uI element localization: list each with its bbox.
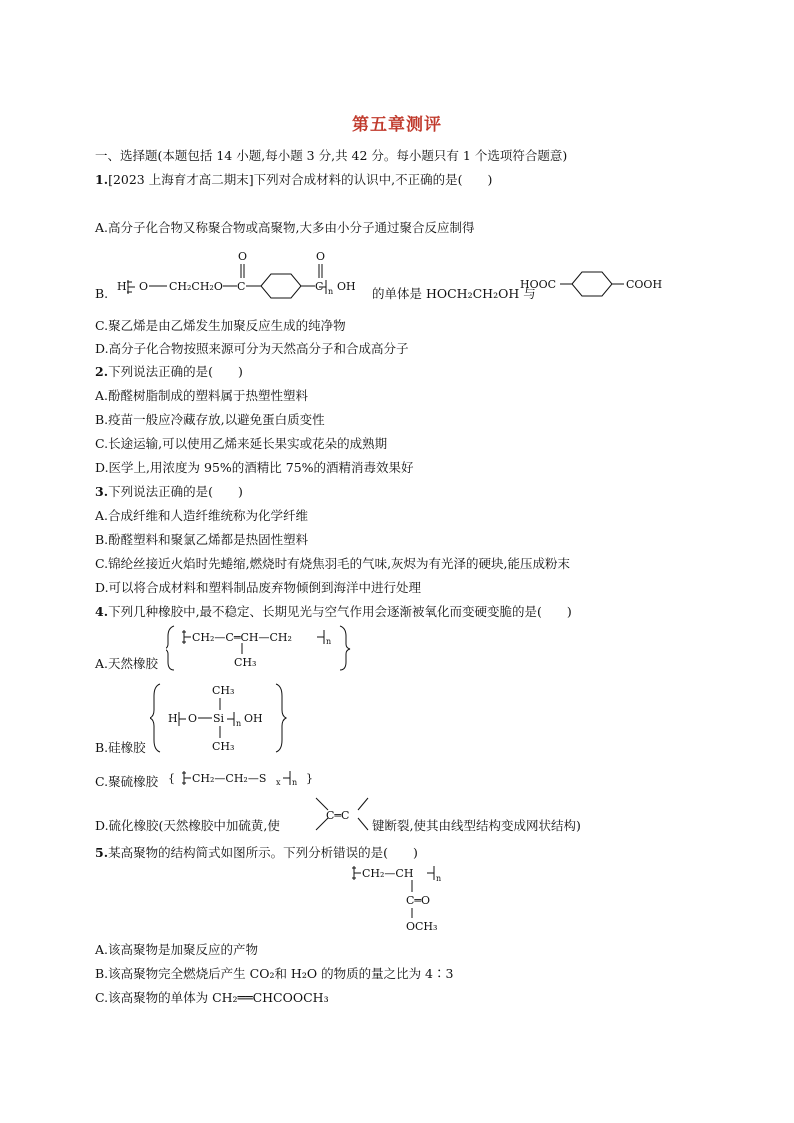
- formula-ch2ch2o: CH₂CH₂O: [169, 280, 223, 293]
- subscript-n: n: [326, 637, 332, 646]
- question-stem: 下列说法正确的是( ): [108, 484, 243, 499]
- question-number: 3.: [95, 484, 109, 499]
- question-number: 1.: [95, 172, 109, 187]
- question-stem: 下列说法正确的是( ): [108, 364, 243, 379]
- formula-o-top2: O: [316, 250, 326, 263]
- benzene-ring: [261, 274, 301, 298]
- question-4: [95, 604, 572, 620]
- bracket-left: [352, 866, 361, 880]
- brace-left: [166, 626, 174, 670]
- q5-option-a: A.该高聚物是加聚反应的产物: [95, 942, 259, 957]
- question-3: [95, 484, 243, 500]
- formula-ch3-bottom: CH₃: [212, 740, 235, 753]
- formula-o: O: [188, 712, 198, 725]
- cc-double-bond-structure: [312, 794, 372, 838]
- formula-chain: CH₂—CH₂—S: [192, 772, 267, 785]
- q5-option-b: B.该高聚物完全燃烧后产生 CO₂和 H₂O 的物质的量之比为 4∶3: [95, 966, 454, 981]
- q4-option-d-pre: D.硫化橡胶(天然橡胶中加硫黄,使: [95, 818, 280, 833]
- q2-option-d: D.医学上,用浓度为 95%的酒精比 75%的酒精消毒效果好: [95, 460, 414, 475]
- silicone-rubber-structure: [150, 680, 290, 756]
- question-number: 2.: [95, 364, 109, 379]
- q1-option-c: C.聚乙烯是由乙烯发生加聚反应生成的纯净物: [95, 318, 346, 333]
- q4-option-d-post: 键断裂,使其由线型结构变成网状结构): [372, 818, 581, 833]
- formula-oh: OH: [244, 712, 263, 725]
- subscript-n: n: [292, 778, 298, 787]
- q4-option-c: C.聚硫橡胶: [95, 774, 159, 789]
- q3-option-d: D.可以将合成材料和塑料制品废弃物倾倒到海洋中进行处理: [95, 580, 422, 595]
- formula-co: C═O: [406, 894, 431, 907]
- terephthalic-acid-structure: [518, 262, 678, 306]
- brace-right: }: [306, 772, 313, 785]
- q1-option-a: A.高分子化合物又称聚合物或高聚物,大多由小分子通过聚合反应制得: [95, 220, 475, 235]
- formula-h: H: [117, 280, 127, 293]
- bracket-right: [317, 630, 324, 644]
- q3-option-c: C.锦纶丝接近火焰时先蜷缩,燃烧时有烧焦羽毛的气味,灰烬为有光泽的硬块,能压成粉末: [95, 556, 571, 571]
- subscript-x: x: [276, 778, 281, 787]
- formula-ch3-top: CH₃: [212, 684, 235, 697]
- formula-ch3: CH₃: [234, 656, 257, 669]
- formula-cooh: COOH: [626, 278, 663, 291]
- q3-option-a: A.合成纤维和人造纤维统称为化学纤维: [95, 508, 309, 523]
- question-stem: [2023 上海育才高二期末]下列对合成材料的认识中,不正确的是( ): [108, 172, 493, 187]
- subscript-n: n: [328, 287, 334, 296]
- question-1: [95, 172, 492, 188]
- formula-h: H: [168, 712, 178, 725]
- brace-right: [340, 626, 350, 670]
- q1-polymer-structure: [115, 248, 375, 304]
- question-stem: 下列几种橡胶中,最不稳定、长期见光与空气作用会逐渐被氧化而变硬变脆的是( ): [108, 604, 572, 619]
- q3-option-b: B.酚醛塑料和聚氯乙烯都是热固性塑料: [95, 532, 309, 547]
- formula-och3: OCH₃: [406, 920, 438, 933]
- benzene-ring: [572, 272, 612, 296]
- q1-option-d: D.高分子化合物按照来源可分为天然高分子和合成高分子: [95, 341, 409, 356]
- formula-cc: C═C: [326, 809, 350, 822]
- formula-o-top1: O: [238, 250, 248, 263]
- q2-option-c: C.长途运输,可以使用乙烯来延长果实或花朵的成熟期: [95, 436, 388, 451]
- bracket-left: [182, 771, 191, 785]
- brace-left: [150, 684, 160, 752]
- formula-oh: OH: [337, 280, 356, 293]
- q1-option-b-text: 的单体是 HOCH₂CH₂OH 与: [372, 286, 536, 301]
- q4-option-a: A.天然橡胶: [95, 656, 159, 671]
- question-stem: 某高聚物的结构简式如图所示。下列分析错误的是( ): [108, 845, 418, 860]
- formula-si: Si: [213, 712, 225, 725]
- q5-polymer-structure: [348, 862, 468, 938]
- q5-option-c: C.该高聚物的单体为 CH₂══CHCOOCH₃: [95, 990, 329, 1005]
- brace-left: {: [168, 772, 175, 785]
- formula-chain: CH₂—C═CH—CH₂: [192, 631, 292, 644]
- page-title: 第五章测评: [352, 115, 442, 135]
- formula-c2: C: [315, 280, 324, 293]
- natural-rubber-structure: [166, 624, 356, 672]
- formula-hooc: HOOC: [520, 278, 557, 291]
- brace-right: [276, 684, 286, 752]
- bracket-left: [182, 630, 191, 644]
- q2-option-a: A.酚醛树脂制成的塑料属于热塑性塑料: [95, 388, 309, 403]
- subscript-n: n: [436, 874, 442, 883]
- question-5: [95, 845, 418, 861]
- polysulfide-rubber-structure: [166, 766, 336, 790]
- formula-c1: C: [237, 280, 246, 293]
- formula-chain: CH₂—CH: [362, 867, 414, 880]
- subscript-n: n: [236, 719, 242, 728]
- section-heading: 一、选择题(本题包括 14 小题,每小题 3 分,共 42 分。每小题只有 1 个选项符合题意): [95, 148, 568, 163]
- q2-option-b: B.疫苗一般应冷藏存放,以避免蛋白质变性: [95, 412, 325, 427]
- question-2: [95, 364, 243, 380]
- formula-o: O: [139, 280, 149, 293]
- q1-option-b-label: B.: [95, 286, 109, 301]
- bracket-right: [283, 771, 290, 785]
- q4-option-b: B.硅橡胶: [95, 740, 146, 755]
- bracket-left: [179, 712, 186, 726]
- question-number: 4.: [95, 604, 109, 619]
- bracket-right: [227, 712, 234, 726]
- question-number: 5.: [95, 845, 109, 860]
- bracket-right: [427, 866, 434, 880]
